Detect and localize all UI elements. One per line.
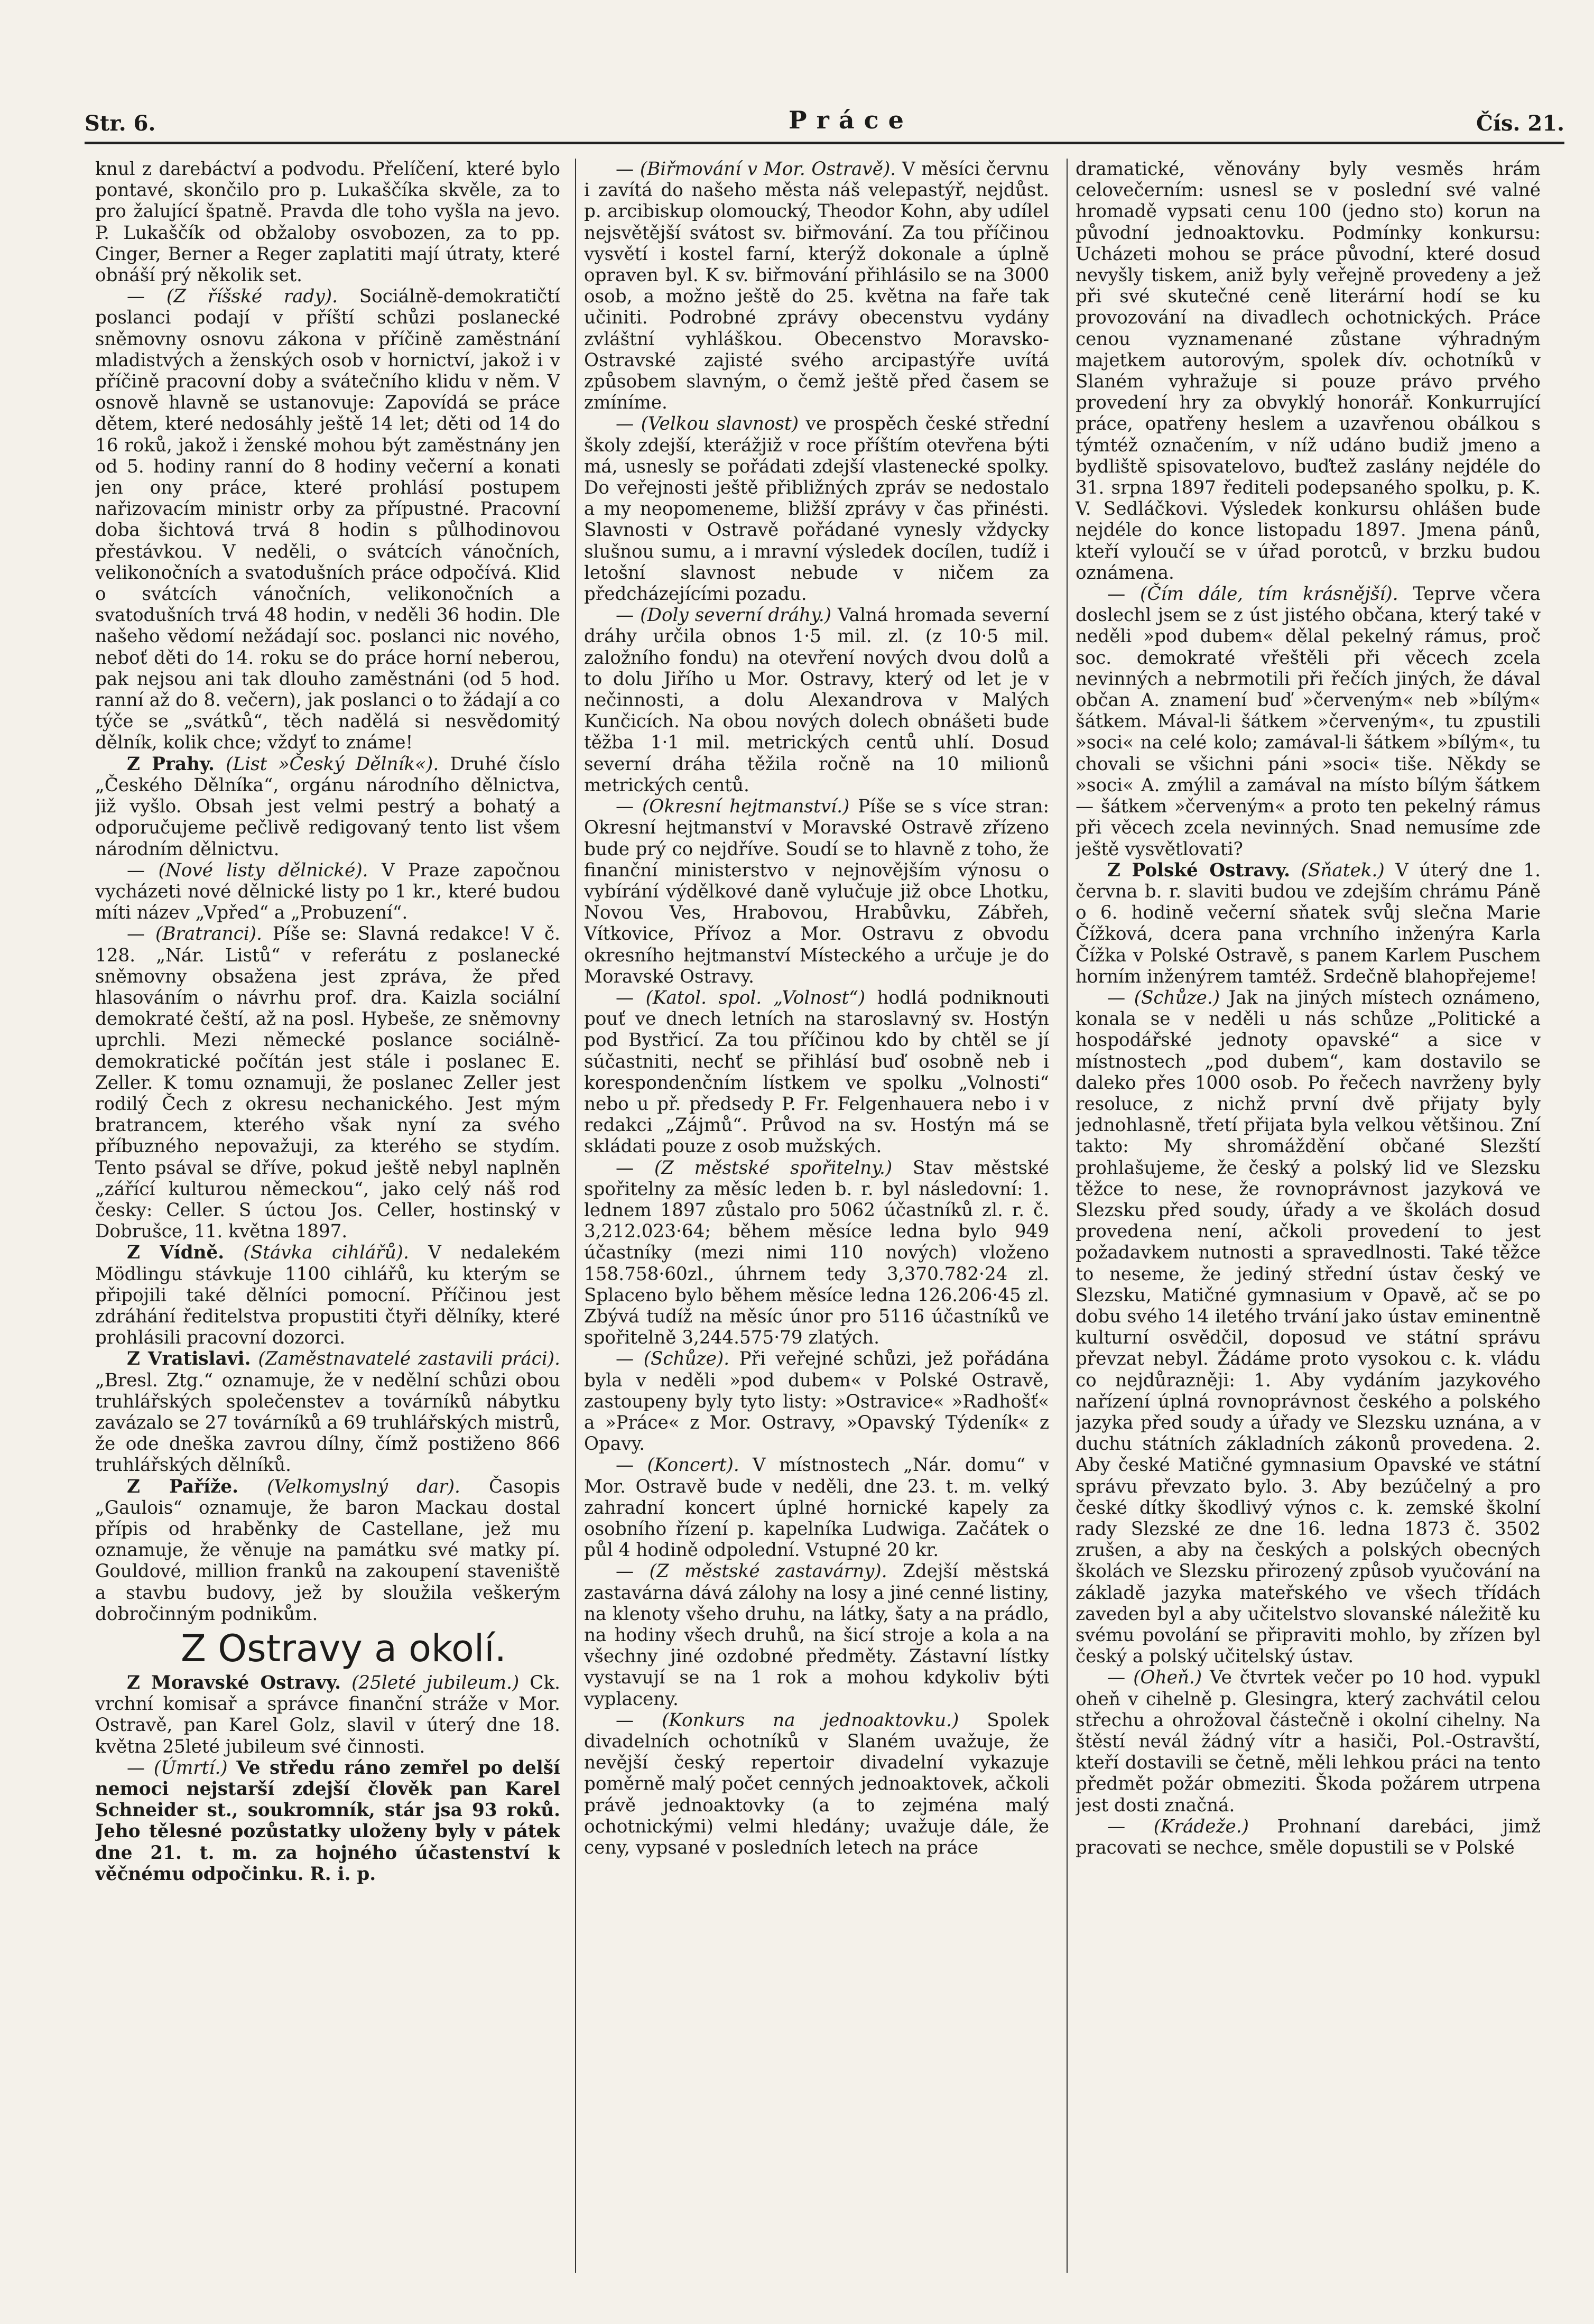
- article-text: ve prospěch české střední školy zdejší, kterážjiž v roce příštím otevřena býti má, usnesly se pořádati zdejší vlastenecké spolky. Do veřejnosti ještě přibližných zpráv se nedostalo a my neopomeneme, bližší zprávy v čas přinésti. Slavnosti v Ostravě pořádané vynesly vždycky slušnou sumu, a i mravní výsledek docílen, tudíž i letošní slavnost nebude v ničem za předcházejícími pozadu.: [584, 413, 1049, 605]
- article-text: Ve čtvrtek večer po 10 hod. vypukl oheň v cihelně p. Glesingra, který zachvátil celou střechu a ohrožoval částečně i okolní cihelny. Na štěstí nevál žádný vítr a hasiči, Pol.-Ostravští, kteří dostavili se četně, měli lehkou práci na tento předmět požár obmeziti. Škoda požárem utrpena jest dosti značná.: [1076, 1667, 1541, 1816]
- article-heading: (Sňatek.): [1301, 859, 1385, 881]
- article-paragraph: [95, 1476, 560, 1625]
- dateline: Z Paříže.: [127, 1476, 239, 1497]
- article-text: Stav městské spořitelny za měsíc leden b. r. byl následovní: 1. lednem 1897 zůstalo pro 5062 účastníků zl. r. č. 3,212.023·64; během měsíce ledna bylo 949 účastníky (mezi nimi 110 nových) vloženo 158.758·60zl., úhrnem tedy 3,370.782·24 zl. Splaceno bylo během měsíce ledna 126.206·45 zl. Zbývá tudíž na měsíc únor pro 5116 účastníků ve spořitelně 3,244.575·79 zlatých.: [584, 1157, 1049, 1349]
- article-text: Časopis „Gaulois“ oznamuje, že baron Mackau dostal přípis od hraběnky de Castellane, jež mu oznamuje, že věnuje na památku své matky pí. Gouldové, million franků na zakoupení staveniště a stavbu budovy, jež by sloužila veškerým dobročinným podnikům.: [95, 1476, 560, 1625]
- article-heading: (Schůze.): [1134, 987, 1220, 1008]
- article-text: Při veřejné schůzi, jež pořádána byla v neděli »pod dubem« v Polské Ostravě, zastoupeny byly tyto listy: »Ostravice« »Radhošť« a »Práce« z Mor. Ostravy, »Opavský Týdeník« z Opavy.: [584, 1348, 1049, 1455]
- article-paragraph: [95, 754, 560, 860]
- article-paragraph: — (Oheň.) Ve čtvrtek večer po 10 hod. vypukl oheň v cihelně p. Glesingra, který zachvátil celou střechu a ohrožoval částečně i okolní cihelny. Na štěstí nevál žádný vítr a hasiči, Pol.-Ostravští, kteří dostavili se četně, měli lehkou práci na tento předmět požár obmeziti. Škoda požárem utrpena jest dosti značná.: [1076, 1667, 1541, 1816]
- article-paragraph: — (Nové listy dělnické). V Praze započnou vycházeti nové dělnické listy po 1 kr., které budou míti název „Vpřed“ a „Probuzení“.: [95, 859, 560, 924]
- article-heading: (Bratranci).: [155, 923, 263, 945]
- article-heading: (Koncert).: [647, 1455, 739, 1476]
- article-paragraph: knul z darebáctví a podvodu. Přelíčení, které bylo pontavé, skončilo pro p. Lukaščíka skvěle, za to pro žalující špatně. Pravda dle toho vyšla na jevo. P. Lukaščík od obžaloby osvobozen, za to pp. Cinger, Berner a Reger zaplatiti mají útraty, které obnáší prý několik set.: [95, 159, 560, 286]
- article-text: Jak na jiných místech oznámeno, konala se v neděli u nás schůze „Politické a hospodářské jednoty opavské“ a sice v místnostech „pod dubem“, kam dostavilo se daleko přes 1000 osob. Po řečech navrženy byly resoluce, z nichž první dvě přijaty byly jednohlasně, třetí přijata byla velkou většinou. Zní takto: My shromáždění občané Slezští prohlašujeme, že český a polský lid ve Slezsku těžce to nese, že rovnoprávnost jazyková ve Slezsku před soudy, úřady a ve školách dosud provedena není, ačkoli provedení to jest požadavkem nutnosti a spravedlnosti. Také těžce to neseme, že jediný střední ústav český ve Slezsku, Matičné gymnasium v Opavě, ač se po dobu svého 14 iletého trvání jako ústav eminentně kulturní osvědčil, doposud ve státní správu převzat nebyl. Žádáme proto vysokou c. k. vládu co nejdůrazněji: 1. Aby vydáním jazykového nařízení úplná rovnoprávnost českého a polského jazyka před soudy a úřady ve Slezsku uznána, a v duchu státních základních zákonů provedena. 2. Aby české Matičné gymnasium Opavské ve státní správu převzato bylo. 3. Aby bezúčelný a pro české dítky škodlivý výnos c. k. zemské školní rady Slezské ze dne 16. ledna 1873 č. 3502 zrušen, a aby na českých a polských obecných školách ve Slezsku přirozený způsob vyučování na základě jazyka mateřského ve všech třídách zaveden byl a aby učitelstvo slovanské náležitě ku svému povolání se připraviti mohlo, by zřízen byl český a polský učitelský ústav.: [1076, 987, 1541, 1668]
- column-1: [95, 159, 560, 2289]
- article-heading: (Velkomyslný dar).: [267, 1476, 460, 1497]
- article-text: Valná hromada severní dráhy určila obnos 1·5 mil. zl. (z 10·5 mil. založního fondu) na otevření nových dvou dolů a to dolu Jiřího u Mor. Ostravy, který od let je v nečinnosti, a dolu Alexandrova v Malých Kunčicích. Na obou nových dolech obnášeti bude těžba 1·1 mil. metrických centů uhlí. Dosud severní dráha těžila ročně na 10 milionů metrických centů.: [584, 605, 1049, 796]
- article-text: V místnostech „Nár. domu“ v Mor. Ostravě bude v neděli, dne 23. t. m. velký zahradní koncert úplné hornické kapely za osobního řízení p. kapelníka Ludwiga. Začátek o půl 4 hodině odpolední. Vstupné 20 kr.: [584, 1455, 1049, 1561]
- article-heading: (Oheň.): [1133, 1667, 1202, 1689]
- article-text: Teprve včera doslechl jsem se z úst jistého občana, který také v neděli »pod dubem« dělal pekelný rámus, proč soc. demokraté vřeštěli při věcech zcela nevinných a nebrmotili při řečích jiných, že dával občan A. znamení buď »červeným« neb »bílým« šátkem. Mával-li šátkem »červeným«, tu zpustili »soci« na celé kolo; zamával-li šátkem »bílým«, tu chovali se všichni páni »soci« tiše. Někdy se »soci« A. zmýlil a zamával na místo bílým šátkem — šátkem »červeným« a proto ten pekelný rámus při věcech zcela nevinných. Snad nemusíme zde ještě vysvětlovati?: [1076, 584, 1541, 860]
- article-text: V úterý dne 1. června b. r. slaviti budou ve zdejším chrámu Páně o 6. hodině večerní sňatek svůj slečna Marie Čížková, dcera pana vrchního inženýra Karla Čížka v Polské Ostravě, s panem Karlem Puschem horním inženýrem tamtéž. Srdečně blahopřejeme!: [1076, 859, 1541, 987]
- article-heading: (Okresní hejtmanství.): [642, 796, 850, 818]
- article-text: hodlá podniknouti pouť ve dnech letních na staroslavný sv. Hostýn pod Bystřicí. Za tou příčinou kdo by chtěl se jí súčastniti, nechť se přihlásí buď osobně neb i korespondenčním lístkem ve spolku „Volnosti“ nebo u př. předsedy P. Fr. Felgenhauera nebo i v redakci „Zájmů“. Průvod na sv. Hostýn má se skládati pouze z osob mužských.: [584, 987, 1049, 1158]
- article-paragraph: [95, 1348, 560, 1476]
- dateline: Z Moravské Ostravy.: [127, 1672, 341, 1694]
- article-text: Ck. vrchní komisař a správce finanční stráže v Mor. Ostravě, pan Karel Golz, slavil v úterý dne 18. května 25leté jubileum své činnosti.: [95, 1672, 560, 1757]
- article-heading: (Čím dále, tím krásnější).: [1140, 584, 1398, 605]
- article-paragraph: — (Koncert). V místnostech „Nár. domu“ v Mor. Ostravě bude v neděli, dne 23. t. m. velký zahradní koncert úplné hornické kapely za osobního řízení p. kapelníka Ludwiga. Začátek o půl 4 hodině odpolední. Vstupné 20 kr.: [584, 1455, 1049, 1561]
- article-heading: (Úmrtí.): [153, 1757, 228, 1779]
- article-heading: (Konkurs na jednoaktovku.): [662, 1709, 959, 1731]
- article-text: Píše se: Slavná redakce! V č. 128. „Nár. Listů“ v referátu z poslanecké sněmovny obsažena jest zpráva, že před hlasováním o návrhu prof. dra. Kaizla sociální demokraté čeští, až na posl. Hybeše, ze sněmovny uprchli. Mezi německé poslance sociálně-demokratické počítán jest stále i poslanec E. Zeller. K tomu oznamuji, že poslanec Zeller jest rodilý Čech z okresu nechanického. Jest mým bratrancem, kterého však nyní za svého příbuzného nepovažuji, za kterého se stydím. Tento psával se dříve, pokud ještě nebyl naplněn „zářící kulturou německou“, jako celý náš rod česky: Celler. S úctou Jos. Celler, hostinský v Dobrušce, 11. května 1897.: [95, 923, 560, 1243]
- column-divider: [575, 159, 576, 2273]
- article-text: Prohnaní darebáci, jimž pracovati se nechce, směle dopustili se v Polské: [1076, 1816, 1541, 1859]
- article-text: Sociálně-demokratičtí poslanci podají v příští schůzi poslanecké sněmovny osnovu zákona v příčině zaměstnání mladistvých a ženských osob v hornictví, jakož i v příčině pracovní doby a svátečního klidu v něm. V osnově hlavně se ustanovuje: Zapovídá se práce dětem, které nedosáhly ještě 14 let; děti od 14 do 16 roků, jakož i ženské mohou být zaměstnány jen od 5. hodiny ranní do 8 hodiny večerní a konati jen ony práce, které prohlásí postupem nařizovacím ministr orby za přípustné. Pracovní doba šichtová trvá 8 hodin s půlhodinovou přestávkou. V neděli, o svátcích vánočních, velikonočních a svatodušních práce odpočívá. Klid o svátcích vánočních, velikonočních a svatodušních trvá 48 hodin, v neděli 36 hodin. Dle našeho vědomí nežádají soc. poslanci nic nového, neboť děti do 14. roku se do práce horní neberou, pak nejsou ani tak dlouho zaměstnáni (od 5 hod. ranní až do 8. večern), jak poslanci o to žádají a co týče se „svátků“, těch nadělá si nesvědomitý dělník, kolik chce; vždyť to známe!: [95, 286, 560, 754]
- article-paragraph: — (Krádeže.) Prohnaní darebáci, jimž pracovati se nechce, směle dopustili se v Polské: [1076, 1816, 1541, 1859]
- article-heading: (Z říšské rady).: [166, 286, 338, 308]
- article-heading: (Doly severní dráhy.): [640, 605, 832, 626]
- column-2: [584, 159, 1049, 2289]
- article-paragraph: — (Katol. spol. „Volnost“) hodlá podniknouti pouť ve dnech letních na staroslavný sv. Hostýn pod Bystřicí. Za tou příčinou kdo by chtěl se jí súčastniti, nechť se přihlásí buď osobně neb i korespondenčním lístkem ve spolku „Volnosti“ nebo u př. předsedy P. Fr. Felgenhauera nebo i v redakci „Zájmů“. Průvod na sv. Hostýn má se skládati pouze z osob mužských.: [584, 987, 1049, 1158]
- article-text: Zdejší městská zastavárna dává zálohy na losy a jiné cenné listiny, na klenoty všeho druhu, na látky, šaty a na prádlo, na hodiny všech druhů, na šicí stroje a kola a na všechny jiné ozdobné předměty. Zástavní lístky vystavují se na 1 rok a mohou kdykoliv býti vyplaceny.: [584, 1561, 1049, 1710]
- article-heading: (Schůze).: [643, 1348, 730, 1370]
- article-text: V měsíci červnu i zavítá do našeho města náš velepastýř, nejdůst. p. arcibiskup olomoucký, Theodor Kohn, aby udílel nejsvětější svátost sv. biřmování. Za tou příčinou vysvětí i kostel farní, kterýž dokonale a úplně opraven byl. K sv. biřmování přihlásilo se na 3000 osob, a možno ještě do 25. května na faře tak učiniti. Podrobné zprávy obecenstvu vydány zvláštní vyhláškou. Obecenstvo Moravsko-Ostravské zajisté svého arcipastýře uvítá způsobem slavným, o čemž ještě před časem se zmíníme.: [584, 159, 1049, 414]
- article-paragraph: — (Čím dále, tím krásnější). Teprve včera doslechl jsem se z úst jistého občana, který také v neděli »pod dubem« dělal pekelný rámus, proč soc. demokraté vřeštěli při věcech zcela nevinných a nebrmotili při řečích jiných, že dával občan A. znamení buď »červeným« neb »bílým« šátkem. Mával-li šátkem »červeným«, tu zpustili »soci« na celé kolo; zamával-li šátkem »bílým«, tu chovali se všichni páni »soci« tiše. Někdy se »soci« A. zmýlil a zamával na místo bílým šátkem — šátkem »červeným« a proto ten pekelný rámus při věcech zcela nevinných. Snad nemusíme zde ještě vysvětlovati?: [1076, 584, 1541, 860]
- article-heading: (Krádeže.): [1153, 1816, 1249, 1837]
- article-text: Ve středu ráno zemřel po delší nemoci nejstarší zdejší člověk pan Karel Schneider st., soukromník, stár jsa 93 roků. Jeho tělesné pozůstatky uloženy byly v pátek dne 21. t. m. za hojného účastenství k věčnému odpočinku. R. i. p.: [95, 1757, 560, 1885]
- article-paragraph: — (Z městské spořitelny.) Stav městské spořitelny za měsíc leden b. r. byl následovní: 1. lednem 1897 zůstalo pro 5062 účastníků zl. r. č. 3,212.023·64; během měsíce ledna bylo 949 účastníky (mezi nimi 110 nových) vloženo 158.758·60zl., úhrnem tedy 3,370.782·24 zl. Splaceno bylo během měsíce ledna 126.206·45 zl. Zbývá tudíž na měsíc únor pro 5116 účastníků ve spořitelně 3,244.575·79 zlatých.: [584, 1157, 1049, 1349]
- article-paragraph: [95, 1242, 560, 1348]
- article-text: Spolek divadelních ochotníků v Slaném uvažuje, že nevější český repertoir divadelní vykazuje poměrně malý počet cenných jednoaktovek, ačkoli právě jednoaktovky (a to zejména malý ochotnickými) velmi hledány; uvažuje dále, že ceny, vypsané v posledních letech na práce: [584, 1709, 1049, 1859]
- article-paragraph: — (Konkurs na jednoaktovku.) Spolek divadelních ochotníků v Slaném uvažuje, že nevější český repertoir divadelní vykazuje poměrně malý počet cenných jednoaktovek, ačkoli právě jednoaktovky (a to zejména malý ochotnickými) velmi hledány; uvažuje dále, že ceny, vypsané v posledních letech na práce: [584, 1709, 1049, 1859]
- article-paragraph: — (Schůze). Při veřejné schůzi, jež pořádána byla v neděli »pod dubem« v Polské Ostravě, zastoupeny byly tyto listy: »Ostravice« »Radhošť« a »Práce« z Mor. Ostravy, »Opavský Týdeník« z Opavy.: [584, 1348, 1049, 1455]
- article-heading: (Katol. spol. „Volnost“): [645, 987, 866, 1008]
- dateline: Z Vratislavi.: [127, 1348, 251, 1370]
- article-heading: (25leté jubileum.): [351, 1672, 520, 1694]
- article-paragraph: — (Úmrtí.) Ve středu ráno zemřel po delší nemoci nejstarší zdejší člověk pan Karel Schneider st., soukromník, stár jsa 93 roků. Jeho tělesné pozůstatky uloženy byly v pátek dne 21. t. m. za hojného účastenství k věčnému odpočinku. R. i. p.: [95, 1757, 560, 1885]
- article-paragraph: dramatické, věnovány byly vesměs hrám celovečerním: usnesl se v poslední své valné hromadě vypsati cenu 100 (jedno sto) korun na původní jednoaktovku. Podmínky konkursu: Ucházeti mohou se práce původní, které dosud nevyšly tiskem, aniž byly veřejně provedeny a jež při své skutečné ceně literární hodí se ku provozování na divadlech ochotnických. Práce cenou vyznamenané zůstane výhradným majetkem autorovým, spolek dív. ochotníků v Slaném vyhražuje si pouze právo prvého provedení hry za obvyklý honorář. Konkurrující práce, opatřeny heslem a uzavřenou obálkou s týmtéž označením, v níž udáno budiž jmeno a bydliště spisovatelovo, buďtež zaslány nejdéle do 31. srpna 1897 řediteli podepsaného spolku, p. K. V. Sedláčkovi. Výsledek konkursu ohlášen bude nejdéle do konce listopadu 1897. Jmena pánů, kteří vyloučí se v úřad porotců, v brzku budou oznámena.: [1076, 159, 1541, 584]
- article-paragraph: — (Z říšské rady). Sociálně-demokratičtí poslanci podají v příští schůzi poslanecké sněmovny osnovu zákona v příčině zaměstnání mladistvých a ženských osob v hornictví, jakož i v příčině pracovní doby a svátečního klidu v něm. V osnově hlavně se ustanovuje: Zapovídá se práce dětem, které nedosáhly ještě 14 let; děti od 14 do 16 roků, jakož i ženské mohou být zaměstnány jen od 5. hodiny ranní do 8 hodiny večerní a konati jen ony práce, které prohlásí postupem nařizovacím ministr orby za přípustné. Pracovní doba šichtová trvá 8 hodin s půlhodinovou přestávkou. V neděli, o svátcích vánočních, velikonočních a svatodušních práce odpočívá. Klid o svátcích vánočních, velikonočních a svatodušních trvá 48 hodin, v neděli 36 hodin. Dle našeho vědomí nežádají soc. poslanci nic nového, neboť děti do 14. roku se do práce horní neberou, pak nejsou ani tak dlouho zaměstnáni (od 5 hod. ranní až do 8. večern), jak poslanci o to žádají a co týče se „svátků“, těch nadělá si nesvědomitý dělník, kolik chce; vždyť to známe!: [95, 286, 560, 754]
- article-paragraph: — (Okresní hejtmanství.) Píše se s více stran: Okresní hejtmanství v Moravské Ostravě zřízeno bude prý co nejdříve. Soudí se to hlavně z toho, že finanční ministerstvo v nejnovějším výnosu o vybírání výdělkové daně vylučuje již obce Lhotku, Novou Ves, Hrabovou, Hrabůvku, Zábřeh, Vítkovice, Přívoz a Mor. Ostravu z obvodu okresního hejtmanství Místeckého a určuje je do Moravské Ostravy.: [584, 796, 1049, 987]
- article-text: „Bresl. Ztg.“ oznamuje, že v nedělní schůzi obou truhlářských společenstev a továrníků nábytku zavázalo se 27 továrníků a 69 truhlářských mistrů, že ode dneška zavrou dílny, čímž postiženo 866 truhlářských dělníků.: [95, 1369, 560, 1476]
- article-heading: (Zaměstnavatelé zastavili práci).: [258, 1348, 560, 1370]
- article-paragraph: [1076, 860, 1541, 987]
- dateline: Z Prahy.: [127, 753, 215, 775]
- header-rule: [85, 142, 1564, 144]
- newspaper-title: Práce: [789, 106, 913, 134]
- section-heading: Z Ostravy a okolí.: [181, 1627, 506, 1671]
- article-heading: (List »Český Dělník«).: [226, 753, 439, 775]
- dateline: Z Vídně.: [127, 1242, 225, 1264]
- article-paragraph: — (Schůze.) Jak na jiných místech oznámeno, konala se v neděli u nás schůze „Politické a hospodářské jednoty opavské“ a sice v místnostech „pod dubem“, kam dostavilo se daleko přes 1000 osob. Po řečech navrženy byly resoluce, z nichž první dvě přijaty byly jednohlasně, třetí přijata byla velkou většinou. Zní takto: My shromáždění občané Slezští prohlašujeme, že český a polský lid ve Slezsku těžce to nese, že rovnoprávnost jazyková ve Slezsku před soudy, úřady a ve školách dosud provedena není, ačkoli provedení to jest požadavkem nutnosti a spravedlnosti. Také těžce to neseme, že jediný střední ústav český ve Slezsku, Matičné gymnasium v Opavě, ač se po dobu svého 14 iletého trvání jako ústav eminentně kulturní osvědčil, doposud ve státní správu převzat nebyl. Žádáme proto vysokou c. k. vládu co nejdůrazněji: 1. Aby vydáním jazykového nařízení úplná rovnoprávnost českého a polského jazyka před soudy a úřady ve Slezsku uznána, a v duchu státních základních zákonů provedena. 2. Aby české Matičné gymnasium Opavské ve státní správu převzato bylo. 3. Aby bezúčelný a pro české dítky škodlivý výnos c. k. zemské školní rady Slezské ze dne 16. ledna 1873 č. 3502 zrušen, a aby na českých a polských obecných školách ve Slezsku přirozený způsob vyučování na základě jazyka mateřského ve všech třídách zaveden byl a aby učitelstvo slovanské náležitě ku svému povolání se připraviti mohlo, by zřízen byl český a polský učitelský ústav.: [1076, 987, 1541, 1668]
- article-paragraph: [95, 1672, 560, 1757]
- page-number: Str. 6.: [85, 111, 156, 136]
- article-paragraph: — (Bratranci). Píše se: Slavná redakce! V č. 128. „Nár. Listů“ v referátu z poslanecké sněmovny obsažena jest zpráva, že před hlasováním o návrhu prof. dra. Kaizla sociální demokraté čeští, až na posl. Hybeše, ze sněmovny uprchli. Mezi německé poslance sociálně-demokratické počítán jest stále i poslanec E. Zeller. K tomu oznamuji, že poslanec Zeller jest rodilý Čech z okresu nechanického. Jest mým bratrancem, kterého však nyní za svého příbuzného nepovažuji, za kterého se stydím. Tento psával se dříve, pokud ještě nebyl naplněn „zářící kulturou německou“, jako celý náš rod česky: Celler. S úctou Jos. Celler, hostinský v Dobrušce, 11. května 1897.: [95, 923, 560, 1243]
- column-3: [1076, 159, 1541, 2289]
- article-heading: (Biřmování v Mor. Ostravě).: [640, 159, 896, 180]
- article-heading: (Z městské zastavárny).: [649, 1561, 887, 1582]
- article-paragraph: — (Z městské zastavárny). Zdejší městská zastavárna dává zálohy na losy a jiné cenné listiny, na klenoty všeho druhu, na látky, šaty a na prádlo, na hodiny všech druhů, na šicí stroje a kola a na všechny jiné ozdobné předměty. Zástavní lístky vystavují se na 1 rok a mohou kdykoliv býti vyplaceny.: [584, 1561, 1049, 1710]
- article-paragraph: — (Velkou slavnost) ve prospěch české střední školy zdejší, kterážjiž v roce příštím otevřena býti má, usnesly se pořádati zdejší vlastenecké spolky. Do veřejnosti ještě přibližných zpráv se nedostalo a my neopomeneme, bližší zprávy v čas přinésti. Slavnosti v Ostravě pořádané vynesly vždycky slušnou sumu, a i mravní výsledek docílen, tudíž i letošní slavnost nebude v ničem za předcházejícími pozadu.: [584, 413, 1049, 605]
- article-heading: (Velkou slavnost): [641, 413, 799, 435]
- article-heading: (Nové listy dělnické).: [158, 859, 368, 881]
- dateline: Z Polské Ostravy.: [1107, 859, 1291, 881]
- column-divider: [1067, 159, 1068, 2273]
- article-text: Píše se s více stran: Okresní hejtmanství v Moravské Ostravě zřízeno bude prý co nejdříve. Soudí se to hlavně z toho, že finanční ministerstvo v nejnovějším výnosu o vybírání výdělkové daně vylučuje již obce Lhotku, Novou Ves, Hrabovou, Hrabůvku, Zábřeh, Vítkovice, Přívoz a Mor. Ostravu z obvodu okresního hejtmanství Místeckého a určuje je do Moravské Ostravy.: [584, 796, 1049, 987]
- article-text: V Praze započnou vycházeti nové dělnické listy po 1 kr., které budou míti název „Vpřed“ a „Probuzení“.: [95, 859, 560, 924]
- article-heading: (Z městské spořitelny.): [654, 1157, 893, 1179]
- article-text: V nedalekém Mödlingu stávkuje 1100 cihlářů, ku kterým se připojili také dělníci pomocní. Příčinou jest zdráhání ředitelstva propustiti čtyři dělníky, které prohlásili pracovní dozorci.: [95, 1242, 560, 1349]
- article-paragraph: — (Biřmování v Mor. Ostravě). V měsíci červnu i zavítá do našeho města náš velepastýř, nejdůst. p. arcibiskup olomoucký, Theodor Kohn, aby udílel nejsvětější svátost sv. biřmování. Za tou příčinou vysvětí i kostel farní, kterýž dokonale a úplně opraven byl. K sv. biřmování přihlásilo se na 3000 osob, a možno ještě do 25. května na faře tak učiniti. Podrobné zprávy obecenstvu vydány zvláštní vyhláškou. Obecenstvo Moravsko-Ostravské zajisté svého arcipastýře uvítá způsobem slavným, o čemž ještě před časem se zmíníme.: [584, 159, 1049, 414]
- article-heading: (Stávka cihlářů).: [243, 1242, 409, 1264]
- article-paragraph: — (Doly severní dráhy.) Valná hromada severní dráhy určila obnos 1·5 mil. zl. (z 10·5 mil. založního fondu) na otevření nových dvou dolů a to dolu Jiřího u Mor. Ostravy, který od let je v nečinnosti, a dolu Alexandrova v Malých Kunčicích. Na obou nových dolech obnášeti bude těžba 1·1 mil. metrických centů uhlí. Dosud severní dráha těžila ročně na 10 milionů metrických centů.: [584, 605, 1049, 796]
- page-header: [85, 95, 1564, 143]
- issue-number: Čís. 21.: [1476, 111, 1564, 136]
- article-text: Druhé číslo „Českého Dělníka“, orgánu národního dělnictva, již vyšlo. Obsah jest velmi pestrý a bohatý a odporučujeme pečlivě redigovaný tento list všem národním dělnictvu.: [95, 753, 560, 860]
